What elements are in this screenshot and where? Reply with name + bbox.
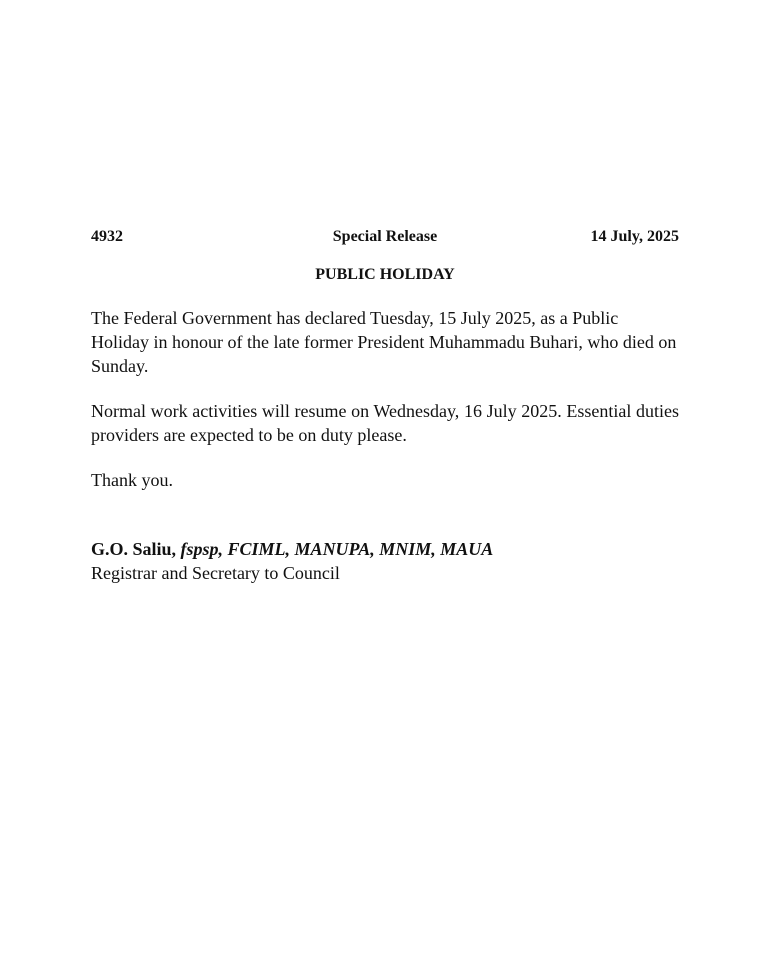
signatory-line bbox=[91, 537, 679, 561]
release-date: 14 July, 2025 bbox=[590, 228, 679, 245]
release-type: Special Release bbox=[332, 228, 438, 245]
notice-paragraph-declaration: The Federal Government has declared Tuesday, 15 July 2025, as a Public Holiday in honour of the late former President Muhammadu Buhari, who died on Sunday. bbox=[91, 308, 677, 376]
signatory-title: Registrar and Secretary to Council bbox=[91, 563, 340, 583]
notice-paragraph-resumption: Normal work activities will resume on Wednesday, 16 July 2025. Essential duties providers are expected to be on duty please. bbox=[91, 401, 679, 445]
notice-paragraph-thanks: Thank you. bbox=[91, 470, 173, 490]
signatory-postnominals: fspsp, FCIML, MANUPA, MNIM, MAUA bbox=[180, 539, 494, 559]
signatory-name: G.O. Saliu, bbox=[91, 539, 177, 559]
notice-title: PUBLIC HOLIDAY bbox=[315, 266, 455, 283]
release-number: 4932 bbox=[91, 228, 123, 245]
release-header bbox=[91, 226, 679, 248]
signature-block bbox=[91, 537, 679, 585]
